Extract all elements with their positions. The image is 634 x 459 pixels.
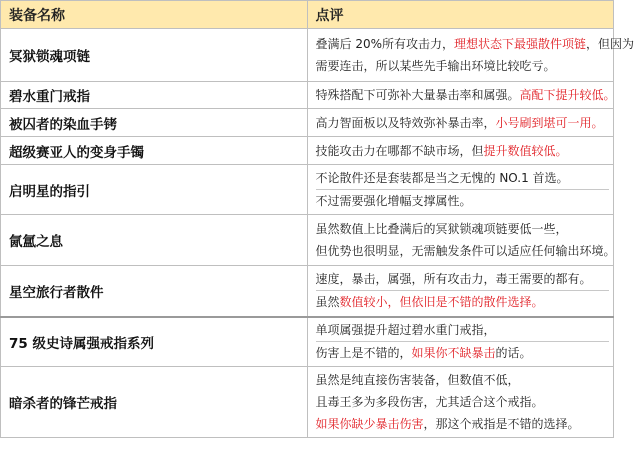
- equipment-comment: [307, 215, 614, 266]
- comment-line: [316, 413, 610, 435]
- highlight-text: 提升数值较低。: [483, 143, 568, 158]
- comment-text: 单项属强提升超过碧水重门戒指，: [315, 323, 496, 338]
- comment-text: 高力智面板以及特效弥补暴击率，: [315, 115, 496, 130]
- comment-text: 特殊搭配下可弥补大量暴击率和属强。: [315, 88, 520, 102]
- table-row: [1, 165, 614, 215]
- comment-text: ，那这个戒指是不错的选择。: [423, 417, 580, 431]
- equipment-comment: [307, 266, 614, 317]
- equipment-comment: [307, 109, 614, 137]
- equipment-name: 75 级史诗属强戒指系列: [1, 317, 308, 367]
- equipment-name: 冥狱锁魂项链: [1, 29, 308, 82]
- equipment-name: 超级赛亚人的变身手镯: [1, 137, 308, 165]
- comment-line: [315, 84, 616, 106]
- comment-text: 叠满后 20%所有攻击力，: [315, 37, 454, 51]
- table-row: [1, 215, 614, 266]
- comment-text: 技能攻击力在哪都不缺市场，但: [315, 143, 484, 158]
- equipment-comment: [307, 317, 614, 367]
- highlight-text: 高配下提升较低。: [519, 88, 616, 102]
- equipment-name: 碧水重门戒指: [1, 82, 308, 109]
- equipment-comment: [307, 29, 634, 82]
- comment-text: 需要连击，所以某些先手输出环境比较吃亏。: [315, 59, 556, 73]
- equipment-comment: [307, 82, 614, 109]
- comment-text: 的话。: [495, 346, 532, 361]
- table-row: [1, 29, 614, 82]
- comment-text: 虽然是纯直接伤害装备，但数值不低，: [315, 373, 520, 387]
- comment-line: [316, 341, 610, 364]
- comment-line: [316, 268, 610, 290]
- highlight-text: 小号刷到堪可一用。: [495, 115, 604, 130]
- table-header-row: [1, 1, 614, 29]
- equipment-name: 启明星的指引: [1, 165, 308, 215]
- comment-line: [316, 55, 610, 77]
- comment-text: 虽然数值上比叠满后的冥狱锁魂项链要低一些，: [315, 222, 568, 236]
- comment-text: 但优势也很明显，无需触发条件可以适应任何输出环境。: [315, 244, 616, 258]
- comment-text: 速度，暴击，属强，所有攻击力，毒王需要的都有。: [315, 272, 592, 287]
- comment-text: 不过需要强化增幅支撑属性。: [315, 194, 472, 208]
- highlight-text: 数值较小，但依旧是不错的散件选择。: [339, 295, 544, 310]
- comment-line: [316, 189, 610, 212]
- highlight-text: 如果你缺少暴击伤害: [315, 417, 424, 431]
- table-row: [1, 109, 614, 137]
- table-row: [1, 367, 614, 438]
- header-comment: 点评: [307, 1, 614, 29]
- comment-line: [316, 369, 610, 391]
- table-row: [1, 317, 614, 367]
- comment-line: [316, 167, 610, 189]
- comment-line: [315, 33, 634, 55]
- table-row: [1, 137, 614, 165]
- table-row: [1, 82, 614, 109]
- highlight-text: 如果你不缺暴击: [411, 346, 496, 361]
- comment-line: [316, 290, 610, 313]
- comment-text: 虽然: [315, 295, 340, 310]
- comment-line: [316, 112, 610, 134]
- equipment-comment: [307, 137, 614, 165]
- equipment-name: 星空旅行者散件: [1, 266, 308, 317]
- equipment-comment: [307, 367, 614, 438]
- comment-line: [316, 140, 610, 162]
- comment-text: 不论散件还是套装都是当之无愧的 NO.1 首选。: [315, 171, 569, 185]
- equipment-comment: [307, 165, 614, 215]
- header-equipment-name: 装备名称: [1, 1, 308, 29]
- comment-line: [315, 240, 616, 262]
- equipment-name: 被囚者的染血手铐: [1, 109, 308, 137]
- comment-line: [316, 319, 610, 341]
- comment-line: [316, 391, 610, 413]
- comment-text: ，但因为: [586, 37, 634, 51]
- comment-text: 且毒王多为多段伤害，尤其适合这个戒指。: [315, 395, 544, 409]
- comment-line: [316, 218, 610, 240]
- equipment-name: 氤氲之息: [1, 215, 308, 266]
- highlight-text: 理想状态下最强散件项链: [454, 37, 587, 51]
- equipment-name: 暗杀者的锋芒戒指: [1, 367, 308, 438]
- comment-text: 伤害上是不错的，: [315, 346, 412, 361]
- table-row: [1, 266, 614, 317]
